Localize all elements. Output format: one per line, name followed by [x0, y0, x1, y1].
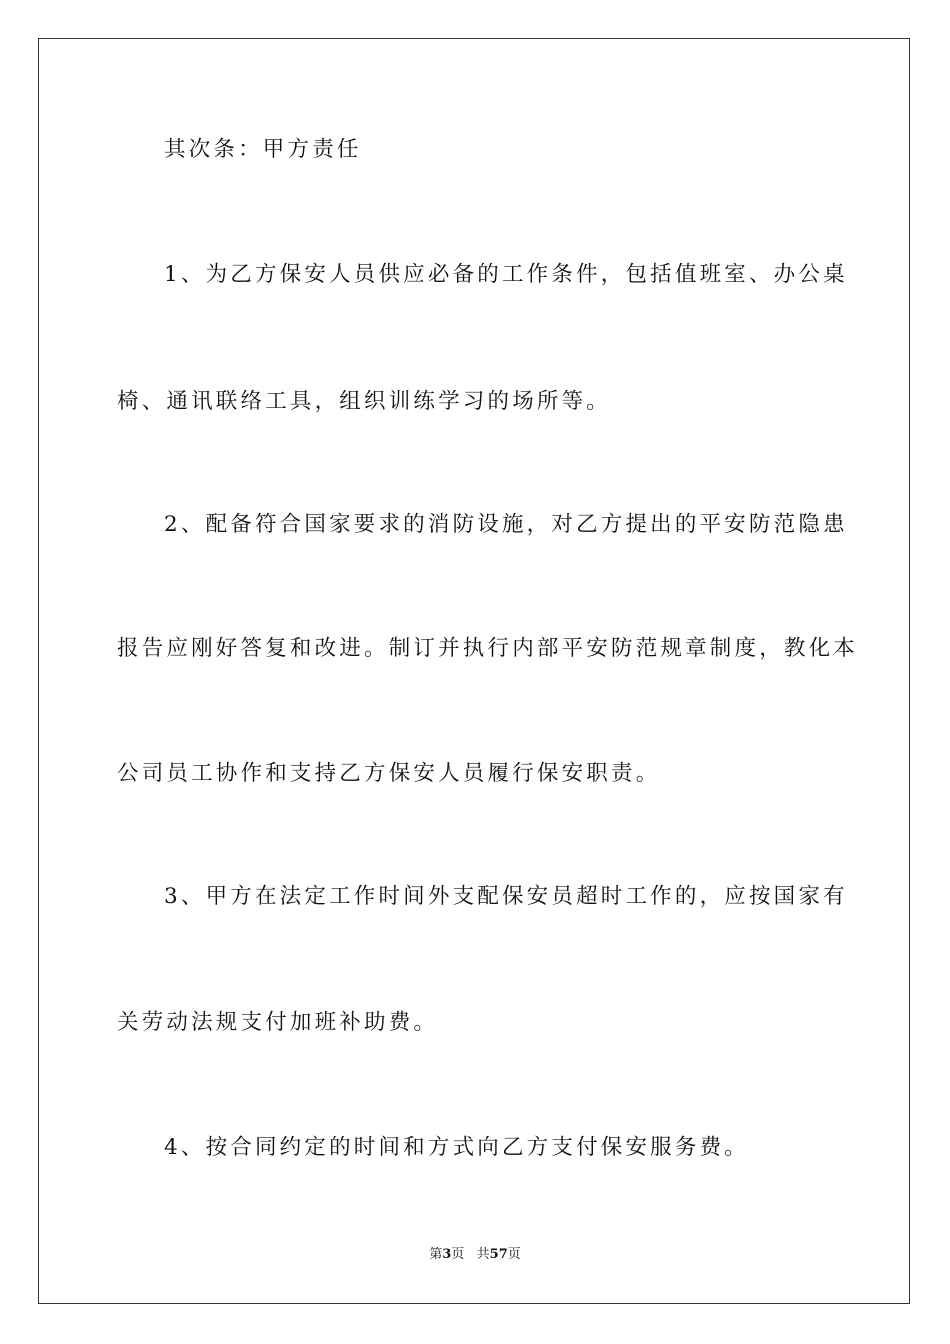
paragraph-3-line-1: 3、甲方在法定工作时间外支配保安员超时工作的，应按国家有 [164, 884, 848, 909]
footer-middle: 页 共 [451, 1247, 490, 1262]
section-heading: 其次条：甲方责任 [164, 137, 362, 162]
footer-total-pages: 57 [489, 1247, 508, 1262]
paragraph-1-line-1: 1、为乙方保安人员供应必备的工作条件，包括值班室、办公桌 [164, 262, 848, 287]
paragraph-2-line-1: 2、配备符合国家要求的消防设施，对乙方提出的平安防范隐患 [164, 512, 848, 537]
page-footer [0, 1246, 950, 1264]
paragraph-3-line-2: 关劳动法规支付加班补助费。 [117, 1010, 439, 1035]
page-border [38, 38, 910, 1304]
footer-prefix: 第 [429, 1247, 443, 1262]
paragraph-1-line-2: 椅、通讯联络工具，组织训练学习的场所等。 [117, 389, 612, 414]
footer-suffix: 页 [507, 1247, 521, 1262]
paragraph-2-line-3: 公司员工协作和支持乙方保安人员履行保安职责。 [117, 761, 661, 786]
paragraph-4-line-1: 4、按合同约定的时间和方式向乙方支付保安服务费。 [164, 1135, 749, 1160]
paragraph-2-line-2: 报告应刚好答复和改进。制订并执行内部平安防范规章制度，教化本 [117, 636, 859, 661]
footer-current-page: 3 [442, 1247, 452, 1262]
